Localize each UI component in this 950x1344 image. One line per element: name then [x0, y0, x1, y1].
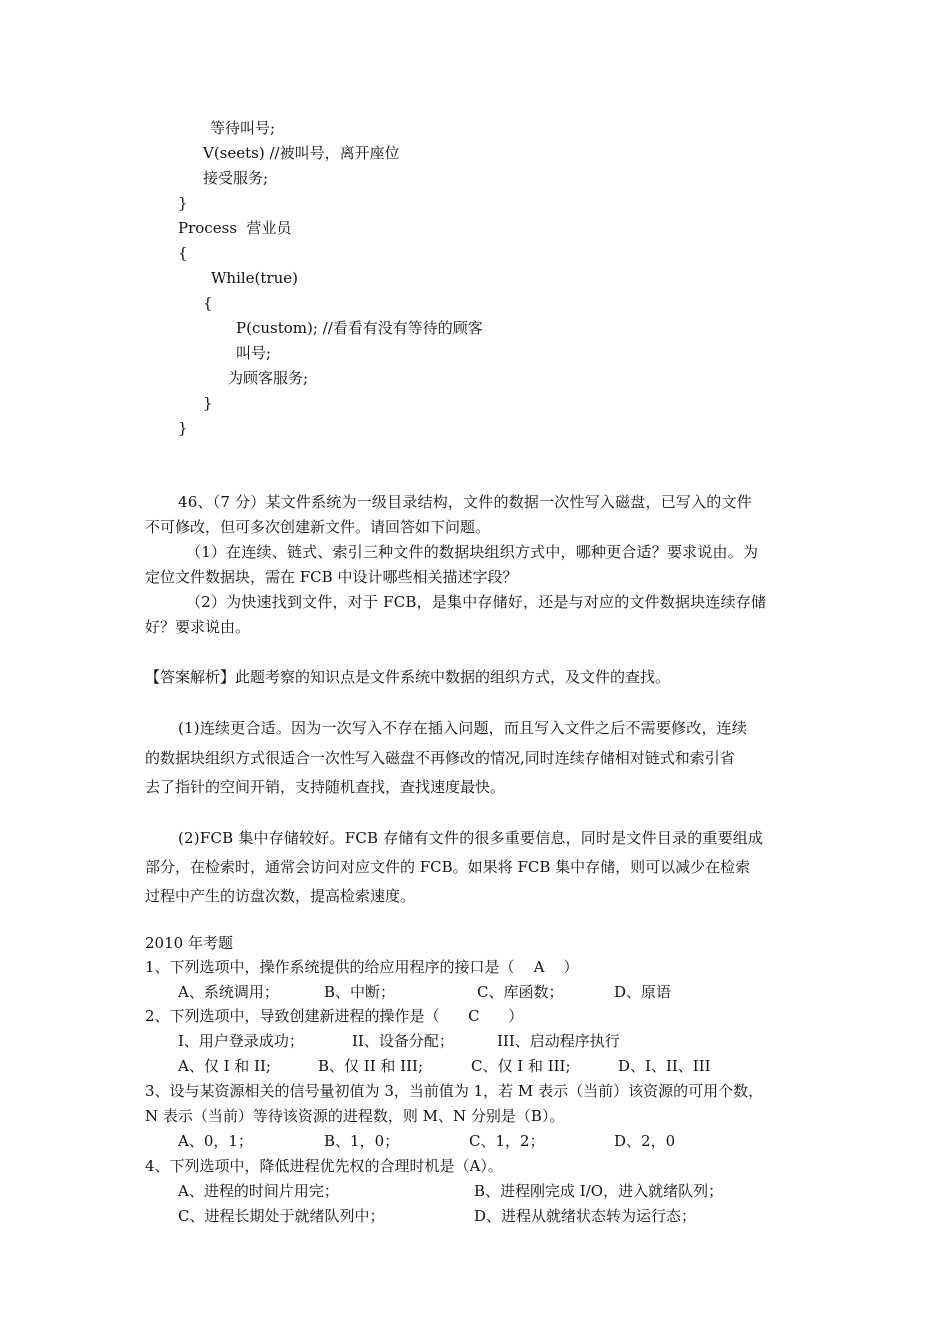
code-line: While(true)	[211, 269, 298, 287]
code-line: 为顾客服务;	[228, 369, 309, 387]
exam-title: 2010 年考题	[145, 934, 233, 952]
code-line: 等待叫号;	[210, 119, 276, 137]
q46-sub2-line-1: （2）为快速找到文件，对于 FCB，是集中存储好，还是与对应的文件数据块连续存储	[186, 593, 767, 611]
code-line: V(seets) //被叫号，离开座位	[203, 144, 400, 162]
q2-item-i: I、用户登录成功；	[178, 1032, 304, 1050]
code-line: {	[203, 294, 213, 312]
q2-item-iii: III、启动程序执行	[497, 1032, 620, 1050]
q46-stem-line-2: 不可修改，但可多次创建新文件。请回答如下问题。	[145, 518, 491, 536]
q2-option-c: C、仅 I 和 III;	[471, 1057, 571, 1075]
q1-stem: 1、下列选项中，操作系统提供的给应用程序的接口是（ A ）	[145, 958, 579, 976]
code-line: }	[203, 394, 213, 412]
q1-option-d: D、原语	[614, 983, 672, 1001]
q3-stem-line-2: N 表示（当前）等待该资源的进程数，则 M、N 分别是（B）。	[145, 1107, 565, 1125]
q3-option-c: C、1，2；	[469, 1132, 545, 1150]
q3-option-b: B、1，0；	[324, 1132, 400, 1150]
code-line: Process 营业员	[178, 219, 292, 237]
answer-p2-line-2: 部分，在检索时，通常会访问对应文件的 FCB。如果将 FCB 集中存储，则可以减少在检索	[145, 858, 751, 876]
q4-option-a: A、进程的时间片用完；	[178, 1182, 339, 1200]
q2-option-a: A、仅 I 和 II;	[178, 1057, 271, 1075]
answer-p1-line-2: 的数据块组织方式很适合一次性写入磁盘不再修改的情况,同时连续存储相对链式和索引省	[145, 749, 735, 767]
answer-p2-line-1: (2)FCB 集中存储较好。FCB 存储有文件的很多重要信息，同时是文件目录的重要组成	[178, 829, 764, 847]
q4-option-b: B、进程刚完成 I/O，进入就绪队列；	[474, 1182, 724, 1200]
q1-option-a: A、系统调用；	[178, 983, 279, 1001]
q2-option-b: B、仅 II 和 III;	[318, 1057, 424, 1075]
q2-stem: 2、下列选项中，导致创建新进程的操作是（ C ）	[145, 1007, 524, 1025]
code-line: }	[178, 194, 188, 212]
code-line: P(custom); //看看有没有等待的顾客	[236, 319, 483, 337]
q2-option-d: D、I、II、III	[618, 1057, 711, 1075]
q3-option-d: D、2，0	[614, 1132, 676, 1150]
q4-option-d: D、进程从就绪状态转为运行态；	[474, 1207, 697, 1225]
q4-option-c: C、进程长期处于就绪队列中；	[178, 1207, 385, 1225]
q46-sub2-line-2: 好？要求说由。	[145, 618, 251, 636]
answer-p2-line-3: 过程中产生的访盘次数，提高检索速度。	[145, 887, 416, 905]
answer-heading: 【答案解析】此题考察的知识点是文件系统中数据的组织方式，及文件的查找。	[145, 668, 671, 686]
answer-p1-line-1: (1)连续更合适。因为一次写入不存在插入问题，而且写入文件之后不需要修改，连续	[178, 719, 748, 737]
q1-option-b: B、中断；	[324, 983, 396, 1001]
q46-sub1-line-2: 定位文件数据块，需在 FCB 中设计哪些相关描述字段？	[145, 568, 518, 586]
q2-item-ii: II、设备分配；	[352, 1032, 454, 1050]
q3-stem-line-1: 3、设与某资源相关的信号量初值为 3，当前值为 1，若 M 表示（当前）该资源的可用个数，	[145, 1082, 764, 1100]
q1-option-c: C、库函数；	[477, 983, 564, 1001]
q46-stem-line-1: 46、（7 分）某文件系统为一级目录结构，文件的数据一次性写入磁盘，已写入的文件	[178, 493, 752, 511]
q3-option-a: A、0，1；	[178, 1132, 253, 1150]
code-line: }	[178, 419, 188, 437]
answer-p1-line-3: 去了指针的空间开销，支持随机查找，查找速度最快。	[145, 778, 506, 796]
code-line: 叫号;	[236, 344, 272, 362]
code-line: {	[178, 244, 188, 262]
code-line: 接受服务;	[203, 169, 269, 187]
q4-stem: 4、下列选项中，降低进程优先权的合理时机是（A）。	[145, 1157, 503, 1175]
q46-sub1-line-1: （1）在连续、链式、索引三种文件的数据块组织方式中，哪种更合适？要求说由。为	[186, 543, 759, 561]
